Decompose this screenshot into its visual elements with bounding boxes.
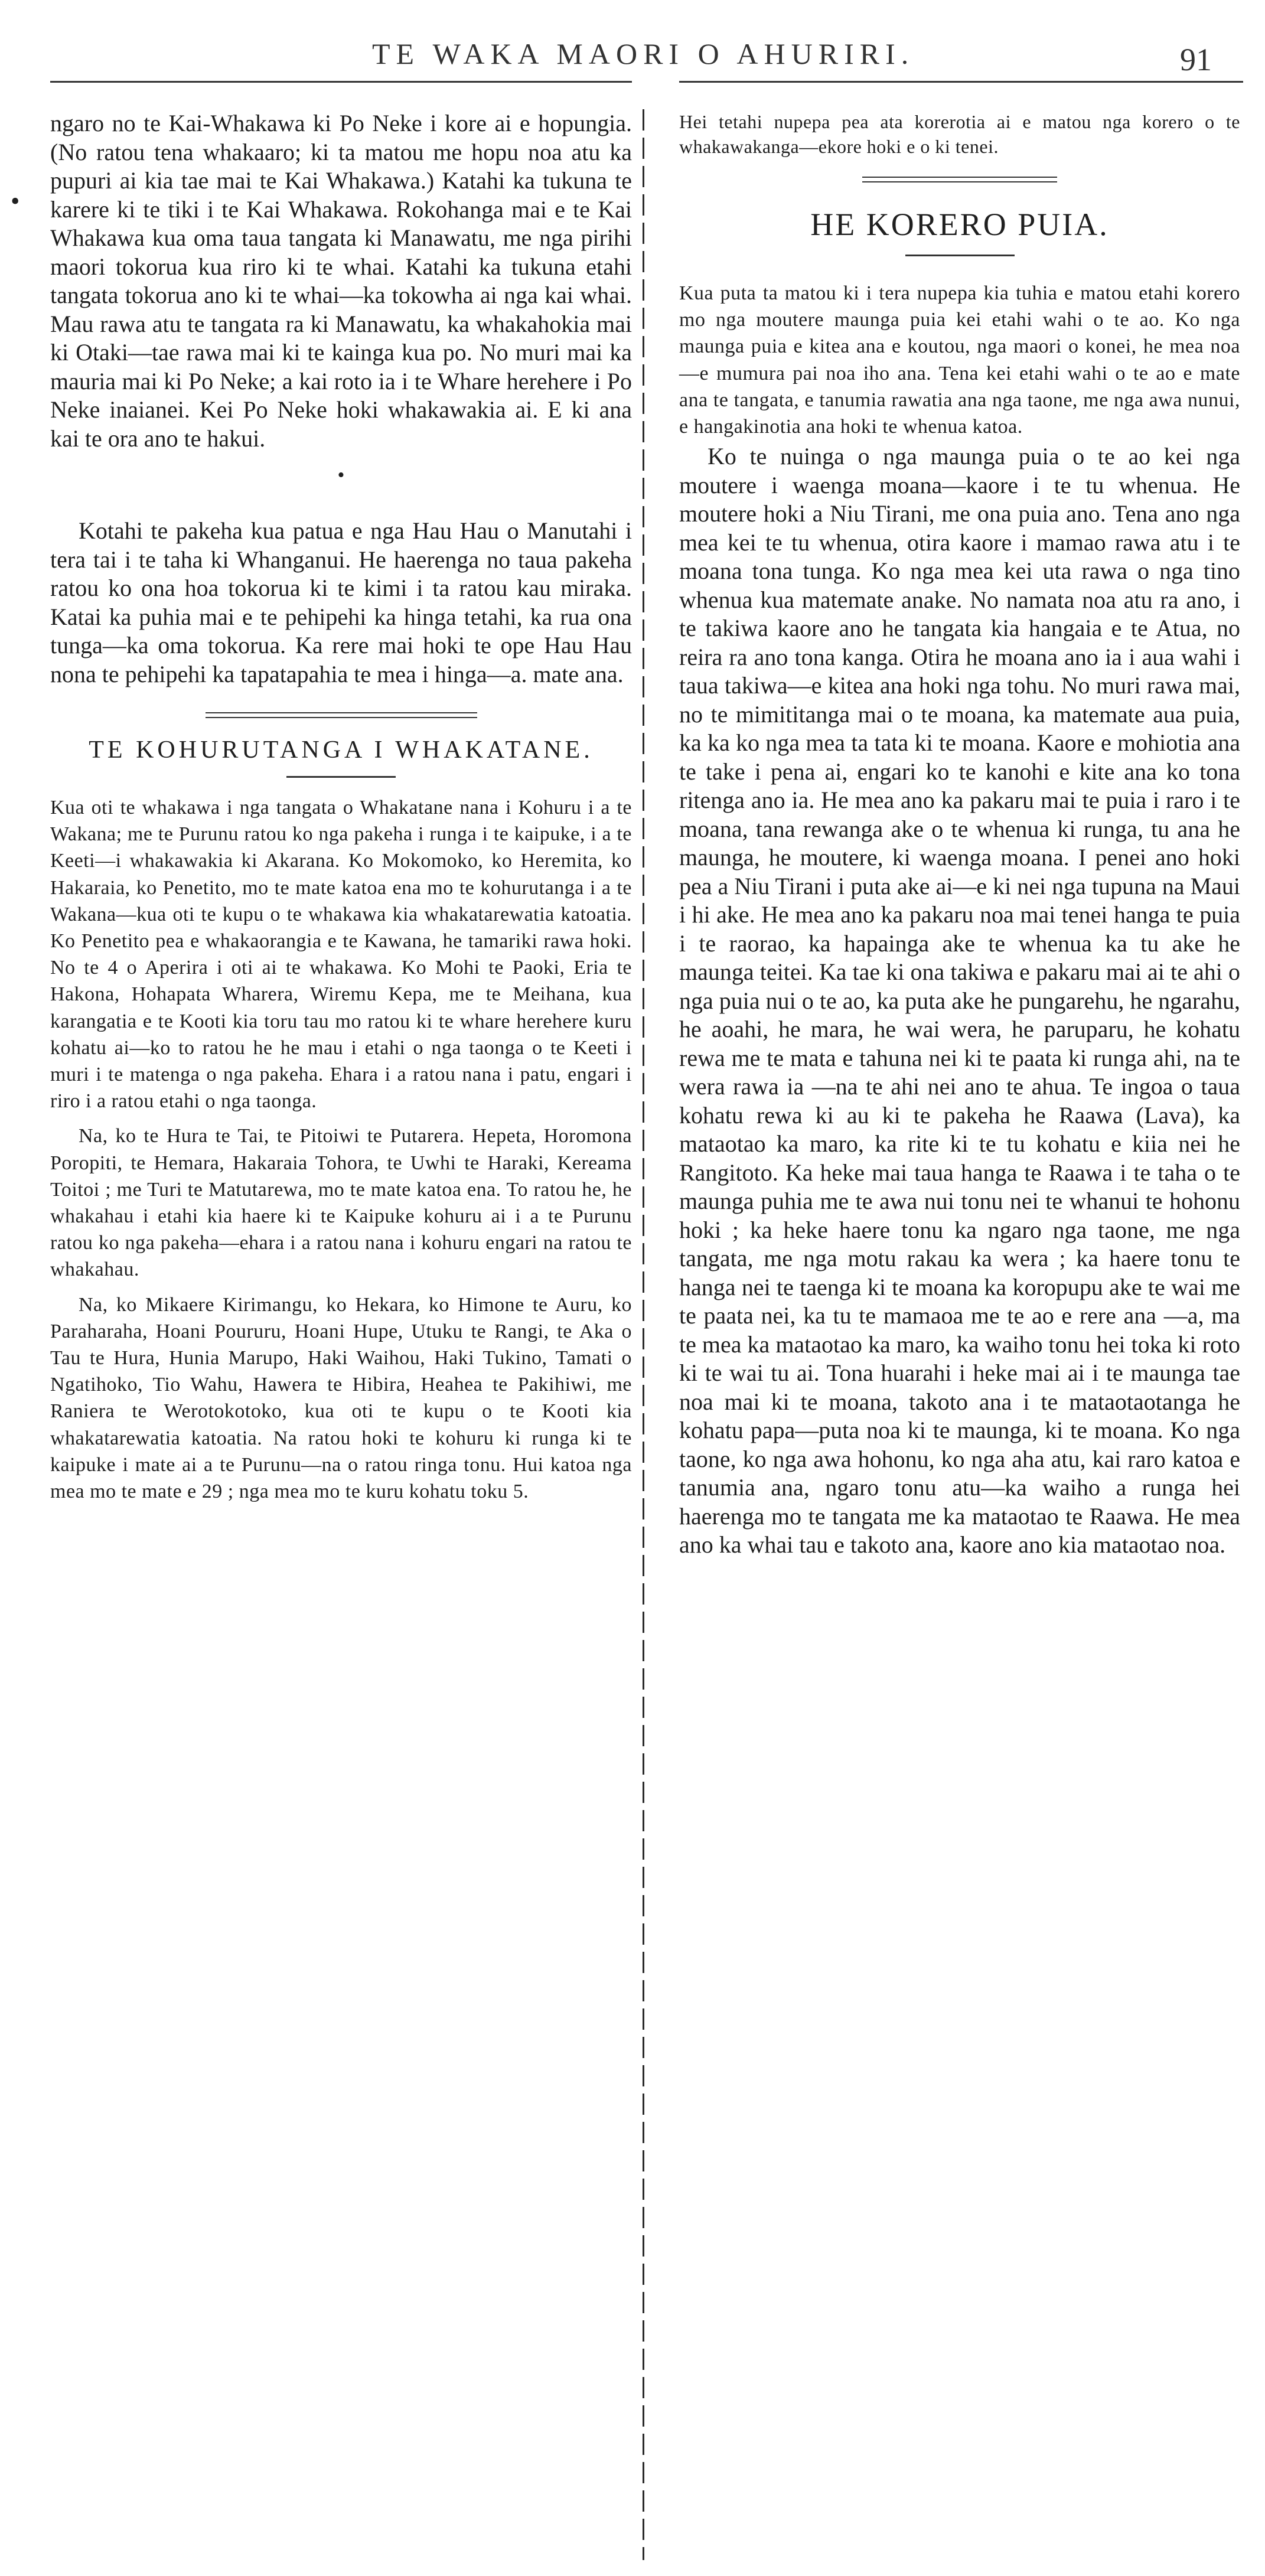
running-title: TE WAKA MAORI O AHURIRI. (372, 37, 915, 70)
page-header (0, 0, 1265, 77)
header-rule-right (679, 81, 1243, 83)
article-heading: HE KORERO PUIA. (810, 207, 1109, 242)
column-divider (643, 109, 644, 2560)
double-rule-right (862, 177, 1057, 182)
double-rule (206, 712, 477, 718)
paragraph-trial: Kua oti te whakawa i nga tangata o Whakatane nana i Kohuru i a te Wakana; me te Purunu ratou ko nga pakeha i runga i te kaipuke, i a te Keeti—i whakawakia ki Akarana. Ko Mokomoko, ko Heremita, ko Hakaraia, ko Penetito, mo te mate katoa ena mo te kohurutanga i a te Wakana—kua oti te kupu o te whakawa kia whakatarewatia katoatia. Ko Penetito pea e whakaorangia e te Kawana, he tamariki rawa hoki. No te 4 o Aperira i oti ai te whakawa. Ko Mohi te Paoki, Eria te Hakona, Hohapata Wharera, Wiremu Kepa, me te Meihana, kua karangatia e te Kooti kia toru tau mo ratou ki te whare herehere kuru kohatu ai—ko to ratou he he mau i etahi o nga taonga o te Keeti i muri i te matenga o nga pakeha. Ehara i a ratou nana i patu, engari i riro i a ratou etahi o nga taonga. (50, 797, 632, 1113)
paragraph-names-1: Na, ko te Hura te Tai, te Pitoiwi te Putarera. Hepeta, Horomona Poropiti, te Hemara, Hakaraia Tohora, te Uwhi te Haraki, Kereama Toitoi ; me Turi te Matutarewa, mo te mate katoa ena. To ratou he, he whakahau i etahi kia haere ki te Kaipuke kohuru ai i a te Purunu ratou ko nga pakeha—ehara i a ratou nana i kohuru engari na ratou te whakahau. (50, 1125, 632, 1281)
margin-mark: • (11, 187, 20, 216)
paragraph-names-2: Na, ko Mikaere Kirimangu, ko Hekara, ko Himone te Auru, ko Paraharaha, Hoani Poururu, Hoani Hupe, Utuku te Rangi, te Aka o Tau te Hura, Hunia Marupo, Haki Waihou, Haki Tukino, Tamati o Ngatihoko, Tio Wahu, Hawera te Hibira, Heahea te Pakihiwi, me Raniera te Werotokotoko, kua oti te kupu o te Kooti kia whakatarewatia katoatia. Na ratou hoki te kohuru ki runga ki te kaipuke i mate ai a te Purunu—na o ratou ringa tonu. Hui katoa nga mea mo te mate e 29 ; nga mea mo te kuru kohatu toku 5. (50, 1293, 632, 1503)
right-column (679, 109, 1240, 1560)
section-title: TE KOHURUTANGA I WHAKATANE. (89, 736, 594, 764)
header-rule-left (50, 81, 632, 83)
opening-paragraph: ngaro no te Kai-Whakawa ki Po Neke i kore ai e hopungia. (No ratou tena whakaaro; ki ta matou me hopu noa atu ka pupuri ai kia tae mai te Kai Whakawa.) Katahi ka tukuna te karere ki te tiki i te Kai Whakawa. Rokohanga mai e te Kai Whakawa kua oma taua tangata ki Manawatu, me nga pirihi maori tokorua kua riro ki te whai. Katahi ka tukuna etahi tangata tokorua ano ki te whai—ka tokowha ai nga kai whai. Mau rawa atu te tangata ra ki Manawatu, ka whakahokia mai ki Otaki—tae rawa mai ki te kainga kua po. No muri mai ka mauria mai ki Po Neke; a kai roto ia i te Whare herehere i Po Neke inaianei. Kei Po Neke hoki whakawakia ai. E ki ana kai te ora ano te hakui. (50, 110, 632, 452)
paragraph-pakeha: Kotahi te pakeha kua patua e nga Hau Hau o Manutahi i tera tai i te taha ki Whanganui. He haerenga no taua pakeha ratou ko ona hoa tokorua ki te kimi i ta ratou kau miraka. Katai ka puhia mai e te pehipehi ka hinga tetahi, ka rua ona tunga—ka oma tokorua. Ka rere mai hoki te ope Hau Hau nona te pehipehi ka tapatapahia te mea i hinga—a. mate ana. (50, 517, 632, 687)
dot-divider-glyph: • (337, 464, 345, 486)
section-title-rule (286, 776, 396, 778)
intro-note: Hei tetahi nupepa pea ata korerotia ai e matou nga korero o te whakawakanga—ekore hoki e o ki tenei. (679, 111, 1240, 157)
page-number: 91 (1180, 42, 1212, 77)
left-column (50, 109, 632, 1505)
article-paragraph-2: Ko te nuinga o nga maunga puia o te ao kei nga moutere i waenga moana—kaore i te tu whenua. He moutere hoki a Niu Tirani, me ona puia ano. Tena ano nga mea kei te tu whenua, otira kaore i mamao rawa atu i te moana tona tunga. Ko nga mea kei uta rawa o nga tino whenua kua matemate anake. No namata noa atu ra ano, i te takiwa kaore ano he tangata kia hangaia e te Atua, no reira ra ano tona kanga. Otira he moana ano ia i aua wahi i taua takiwa—e kitea ana hoki nga tohu. No muri rawa mai, no te mimititanga mai o te moana, ka matemate aua puia, ka ka ko nga mea ta tata ki te moana. Kaore e mohiotia ana te take i pena ai, engari ko te kanohi e kite ana ko tona ritenga ano ia. He mea ano ka pakaru mai te puia i raro i te moana, tana rewanga ake o te whenua ki runga, tu ana he maunga, he moutere, ki waenga moana. I penei ano hoki pea a Niu Tirani i puta ake ai—e ki nei nga tupuna na Maui i hi ake. He mea ano ka pakaru noa mai tenei hanga te puia i te raorao, ka hapainga ake te whenua ka tu ake he maunga teitei. Ka tae ki ona takiwa e pakaru mai ai te ahi o nga puia nui o te ao, ka puta ake he pungarehu, he ngarahu, he aoahi, he mara, he wai wera, he paruparu, he kohatu rewa me te mata e tahuna nei ki te paata ki runga ahi, na te wera rawa ia —na te ahi nei ano te ahua. Te ingoa o taua kohatu rewa ki au ki te pakeha he Raawa (Lava), ka mataotao ka maro, ka rite ki te tu kohatu e kiia nei he Rangitoto. Ka heke mai taua hanga te Raawa i te taha o te maunga puhia me te awa nui tonu nei te whanui te hohonu hoki ; ka heke haere tonu ka ngaro nga taone, me nga tangata, me nga motu rakau ka wera ; ka haere tonu te hanga nei te taenga ki te moana ka koropupu ake te wai me te paata nei, ka tu te mamaoa me te ao e rere ana —a, ma te mea ka mataotao ka maro, ka waiho tonu hei toka ki roto ki te wai tu ai. Tona huarahi i heke mai ai i te maunga tae noa mai ki te moana, takoto ana i te mataotaotanga he kohatu papa—puta noa ki te maunga, ki te moana. Ko nga taone, ko nga awa hohonu, ko nga aha atu, kai raro katoa e tanumia ana, ngaro tonu atu—ka waiho a runga hei haerenga mo te tangata me ka mataotao te Raawa. He mea ano ka whai tau e takoto ana, kaore ano kia mataotao noa. (679, 443, 1240, 1558)
article-paragraph-1: Kua puta ta matou ki i tera nupepa kia tuhia e matou etahi korero mo nga moutere maunga puia kei etahi wahi o te ao. Ko nga maunga puia e kitea ana e koutou, nga maori o konei, he mea noa—e mumura pai noa iho ana. Tena kei etahi wahi o te ao e mate ana te tangata, e tanumia rawatia ana nga taone, me nga awa nunui, e hangakinotia ana hoki te whenua katoa. (679, 282, 1240, 438)
dot-divider (50, 464, 632, 486)
article-heading-rule (905, 255, 1015, 256)
